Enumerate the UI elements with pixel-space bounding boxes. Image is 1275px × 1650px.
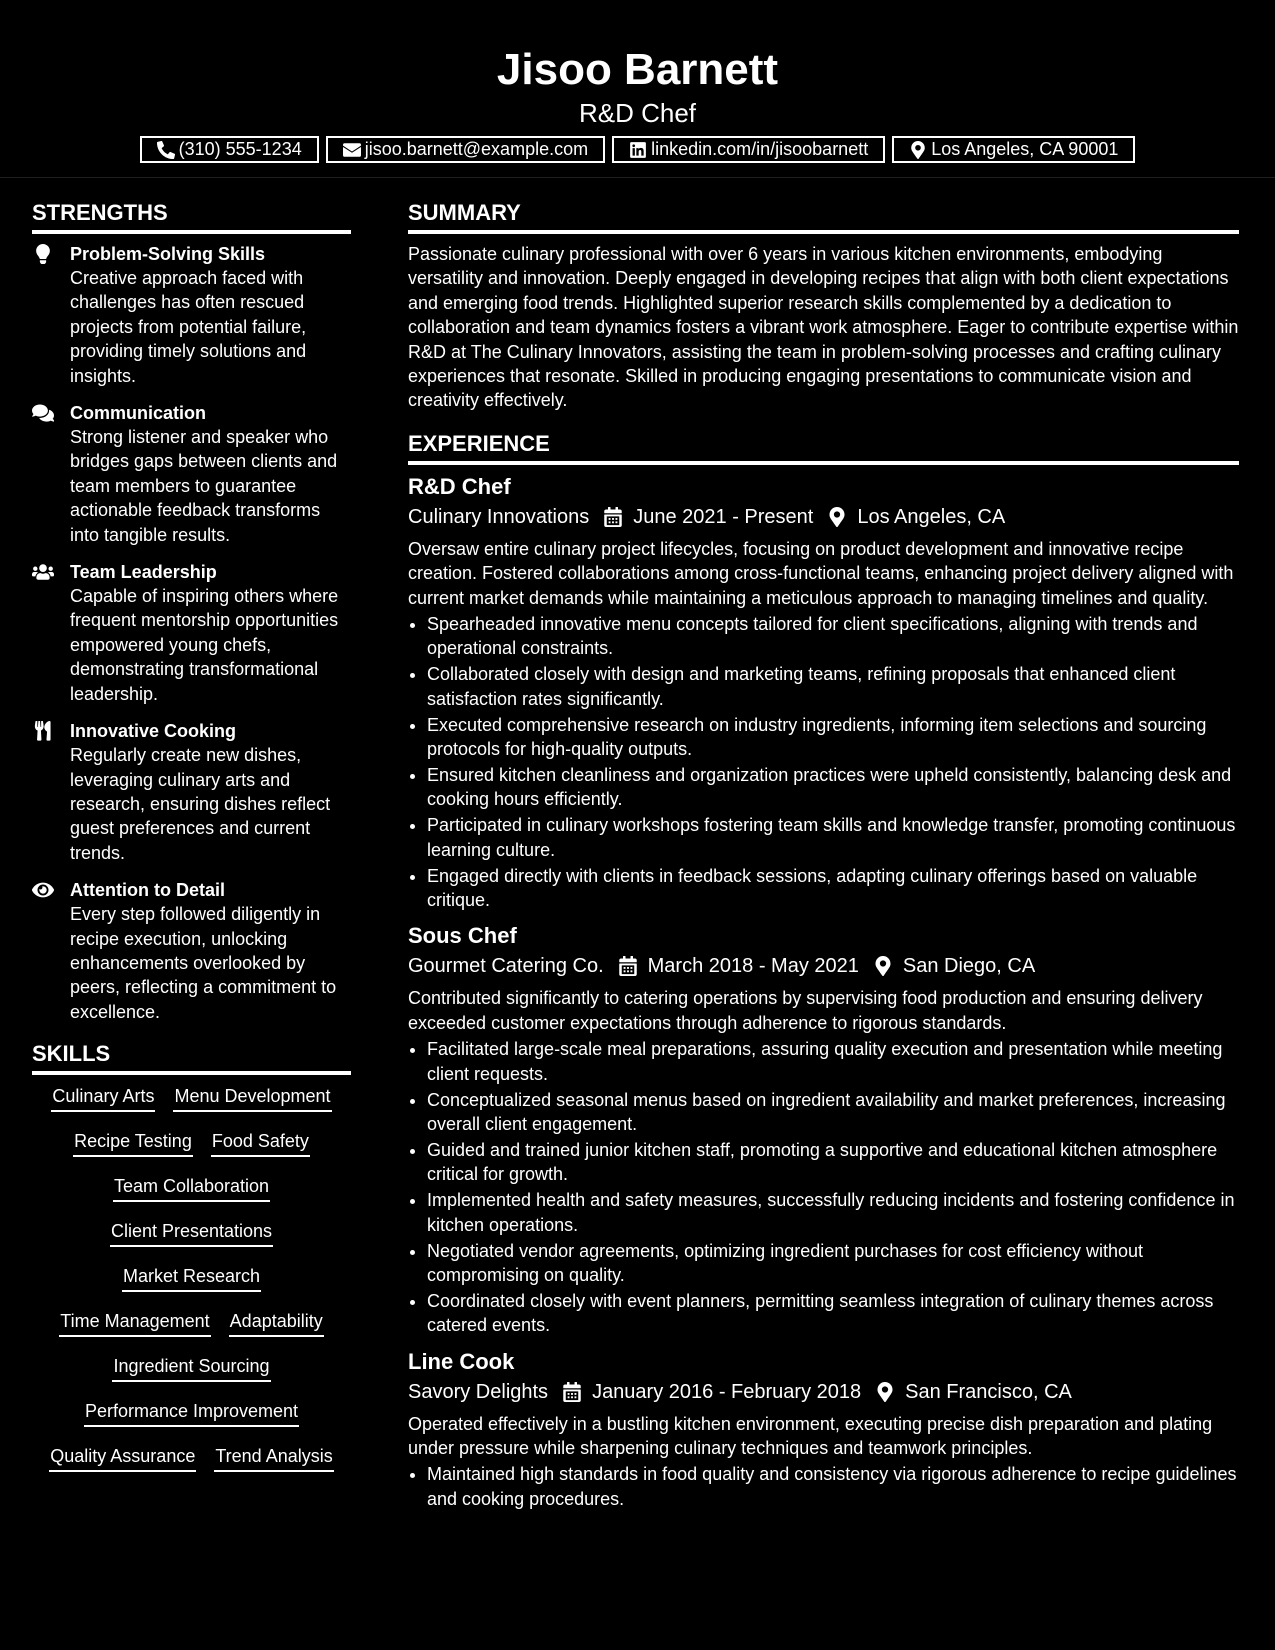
strengths-heading: STRENGTHS bbox=[32, 196, 351, 234]
strength-title: Innovative Cooking bbox=[70, 721, 237, 742]
job-bullets bbox=[408, 1462, 1239, 1511]
contact-bar bbox=[0, 136, 1275, 163]
strength-item bbox=[32, 878, 351, 1024]
job-entry bbox=[408, 1348, 1239, 1512]
strength-desc: Strong listener and speaker who bridges gaps between clients and team members to guarantee actionable feedback transforms into tangible results. bbox=[70, 427, 338, 545]
skill-tag: Food Safety bbox=[211, 1128, 310, 1157]
skill-tag: Culinary Arts bbox=[51, 1083, 155, 1112]
resume-header bbox=[0, 0, 1275, 178]
job-bullet: • Engaged directly with clients in feedback sessions, adapting culinary offerings based on valuable critique. bbox=[427, 864, 1239, 913]
job-title: R&D Chef bbox=[408, 473, 511, 499]
skill-tag: Time Management bbox=[59, 1308, 210, 1337]
job-meta bbox=[408, 1376, 1239, 1408]
job-entry bbox=[408, 473, 1239, 913]
job-title: Line Cook bbox=[408, 1348, 515, 1374]
skill-tag: Trend Analysis bbox=[214, 1443, 333, 1472]
job-location: San Diego, CA bbox=[902, 955, 1036, 978]
skill-tag: Ingredient Sourcing bbox=[112, 1353, 270, 1382]
job-company: Savory Delights bbox=[408, 1380, 549, 1403]
job-bullet: • Implemented health and safety measures, successfully reducing incidents and fostering confidence in kitchen operations. bbox=[427, 1188, 1239, 1237]
strength-desc: Regularly create new dishes, leveraging culinary arts and research, ensuring dishes reflect guest preferences and current trends. bbox=[70, 745, 331, 863]
skills-list bbox=[32, 1083, 351, 1488]
experience-heading: EXPERIENCE bbox=[408, 427, 1239, 465]
phone-text: (310) 555-1234 bbox=[178, 139, 302, 159]
skills-heading: SKILLS bbox=[32, 1037, 351, 1075]
calendar-icon bbox=[618, 956, 638, 976]
skill-tag: Recipe Testing bbox=[73, 1128, 193, 1157]
job-bullet: • Maintained high standards in food quality and consistency via rigorous adherence to recipe guidelines and cooking procedures. bbox=[427, 1462, 1239, 1511]
right-column bbox=[408, 196, 1239, 1521]
summary-text: Passionate culinary professional with over 6 years in various kitchen environments, embodying versatility and innovation. Deeply engaged in developing recipes that align with both client expectations and emerging food trends. Highlighted superior research skills complemented by a dedication to collaboration and team dynamics fosters a vibrant work atmosphere. Eager to contribute expertise within R&D at The Culinary Innovators, assisting the team in problem-solving processes and crafting culinary experiences that resonate. Skilled in producing engaging presentations to communicate vision and creativity effectively. bbox=[408, 244, 1239, 411]
job-title: Sous Chef bbox=[408, 923, 517, 949]
skill-row bbox=[32, 1443, 351, 1488]
calendar-icon bbox=[603, 507, 623, 527]
calendar-icon bbox=[562, 1382, 582, 1402]
job-bullet: • Negotiated vendor agreements, optimizing ingredient purchases for cost efficiency without compromising on quality. bbox=[427, 1239, 1239, 1288]
candidate-title: R&D Chef bbox=[578, 98, 697, 128]
job-company: Culinary Innovations bbox=[408, 505, 590, 528]
strengths-list bbox=[32, 242, 351, 1024]
candidate-name: Jisoo Barnett bbox=[496, 45, 779, 94]
job-description: Operated effectively in a bustling kitchen environment, executing precise dish preparation and plating under pressure while sharpening culinary techniques and teamwork principles. bbox=[408, 1413, 1213, 1459]
skill-row bbox=[32, 1128, 351, 1173]
skill-tag: Client Presentations bbox=[110, 1218, 273, 1247]
skill-row bbox=[32, 1173, 351, 1218]
strength-title: Communication bbox=[70, 403, 207, 424]
contact-location bbox=[892, 136, 1135, 163]
phone-icon bbox=[157, 141, 175, 159]
strength-item bbox=[32, 401, 351, 547]
comments-icon bbox=[32, 403, 54, 423]
job-location: Los Angeles, CA bbox=[857, 505, 1006, 528]
strength-item bbox=[32, 560, 351, 706]
skill-tag: Adaptability bbox=[229, 1308, 324, 1337]
strength-title: Attention to Detail bbox=[70, 880, 225, 901]
skill-tag: Quality Assurance bbox=[49, 1443, 196, 1472]
job-bullet: • Facilitated large-scale meal preparations, assuring quality execution and presentation while meeting client requests. bbox=[427, 1037, 1239, 1086]
linkedin-text: linkedin.com/in/jisoobarnett bbox=[651, 139, 869, 159]
map-marker-icon bbox=[827, 507, 847, 527]
map-marker-icon bbox=[909, 141, 927, 159]
job-location: San Francisco, CA bbox=[905, 1380, 1072, 1403]
location-text: Los Angeles, CA 90001 bbox=[931, 139, 1119, 159]
contact-linkedin[interactable] bbox=[612, 136, 885, 163]
email-text: jisoo.barnett@example.com bbox=[364, 139, 589, 159]
map-marker-icon bbox=[875, 1382, 895, 1402]
job-meta bbox=[408, 950, 1239, 982]
strength-title: Problem-Solving Skills bbox=[70, 244, 266, 264]
skill-row bbox=[32, 1218, 351, 1263]
lightbulb-icon bbox=[32, 244, 54, 264]
skill-tag: Menu Development bbox=[173, 1083, 331, 1112]
envelope-icon bbox=[343, 141, 361, 159]
skill-row bbox=[32, 1308, 351, 1353]
summary-heading: SUMMARY bbox=[408, 196, 1239, 234]
strength-desc: Creative approach faced with challenges has often rescued projects from potential failure, providing timely solutions and insights. bbox=[70, 268, 307, 386]
skill-row bbox=[32, 1263, 351, 1308]
job-bullet: • Executed comprehensive research on industry ingredients, informing item selections and sourcing protocols for high-quality outputs. bbox=[427, 713, 1239, 762]
job-dates: June 2021 - Present bbox=[633, 505, 814, 528]
map-marker-icon bbox=[873, 956, 893, 976]
skill-tag: Team Collaboration bbox=[113, 1173, 270, 1202]
users-icon bbox=[32, 562, 54, 582]
job-description: Oversaw entire culinary project lifecycles, focusing on product development and innovative recipe creation. Fostered collaborations among cross-functional teams, enhancing project delivery aligned with current market demands while maintaining a meticulous approach to managing timelines and quality. bbox=[408, 538, 1234, 608]
skill-tag: Performance Improvement bbox=[84, 1398, 299, 1427]
job-bullet: • Participated in culinary workshops fostering team skills and knowledge transfer, promoting continuous learning culture. bbox=[427, 813, 1239, 862]
contact-phone[interactable] bbox=[140, 136, 319, 163]
job-meta bbox=[408, 501, 1239, 533]
eye-icon bbox=[32, 880, 54, 900]
left-column bbox=[32, 196, 351, 1488]
strength-desc: Every step followed diligently in recipe execution, unlocking enhancements overlooked by peers, reflecting a commitment to excellence. bbox=[70, 904, 337, 1022]
job-entry bbox=[408, 922, 1239, 1337]
job-bullet: • Collaborated closely with design and marketing teams, refining proposals that enhanced client satisfaction rates significantly. bbox=[427, 662, 1239, 711]
job-bullets bbox=[408, 612, 1239, 912]
job-bullet: • Guided and trained junior kitchen staff, promoting a supportive and educational kitchen atmosphere critical for growth. bbox=[427, 1138, 1239, 1187]
utensils-icon bbox=[32, 721, 54, 741]
linkedin-icon bbox=[629, 141, 647, 159]
skill-row bbox=[32, 1353, 351, 1398]
job-bullet: • Coordinated closely with event planners, permitting seamless integration of culinary themes across catered events. bbox=[427, 1289, 1239, 1338]
job-dates: March 2018 - May 2021 bbox=[647, 955, 859, 978]
job-bullet: • Conceptualized seasonal menus based on ingredient availability and market preferences, increasing overall client engagement. bbox=[427, 1088, 1239, 1137]
strength-item bbox=[32, 719, 351, 865]
job-bullet: • Spearheaded innovative menu concepts tailored for client specifications, aligning with trends and operational constraints. bbox=[427, 612, 1239, 661]
job-bullet: • Ensured kitchen cleanliness and organization practices were upheld consistently, balancing desk and cooking hours efficiently. bbox=[427, 763, 1239, 812]
skill-row bbox=[32, 1398, 351, 1443]
skill-tag: Market Research bbox=[122, 1263, 261, 1292]
contact-email[interactable] bbox=[326, 136, 605, 163]
strength-item bbox=[32, 242, 351, 388]
strength-title: Team Leadership bbox=[70, 562, 217, 583]
job-description: Contributed significantly to catering operations by supervising food production and ensuring delivery exceeded customer expectations through adherence to rigorous standards. bbox=[408, 988, 1203, 1033]
job-dates: January 2016 - February 2018 bbox=[592, 1380, 862, 1403]
job-company: Gourmet Catering Co. bbox=[408, 955, 604, 978]
job-bullets bbox=[408, 1037, 1239, 1337]
strength-desc: Capable of inspiring others where frequent mentorship opportunities empowered young chefs, demonstrating transformational leadership. bbox=[70, 586, 339, 704]
skill-row bbox=[32, 1083, 351, 1128]
